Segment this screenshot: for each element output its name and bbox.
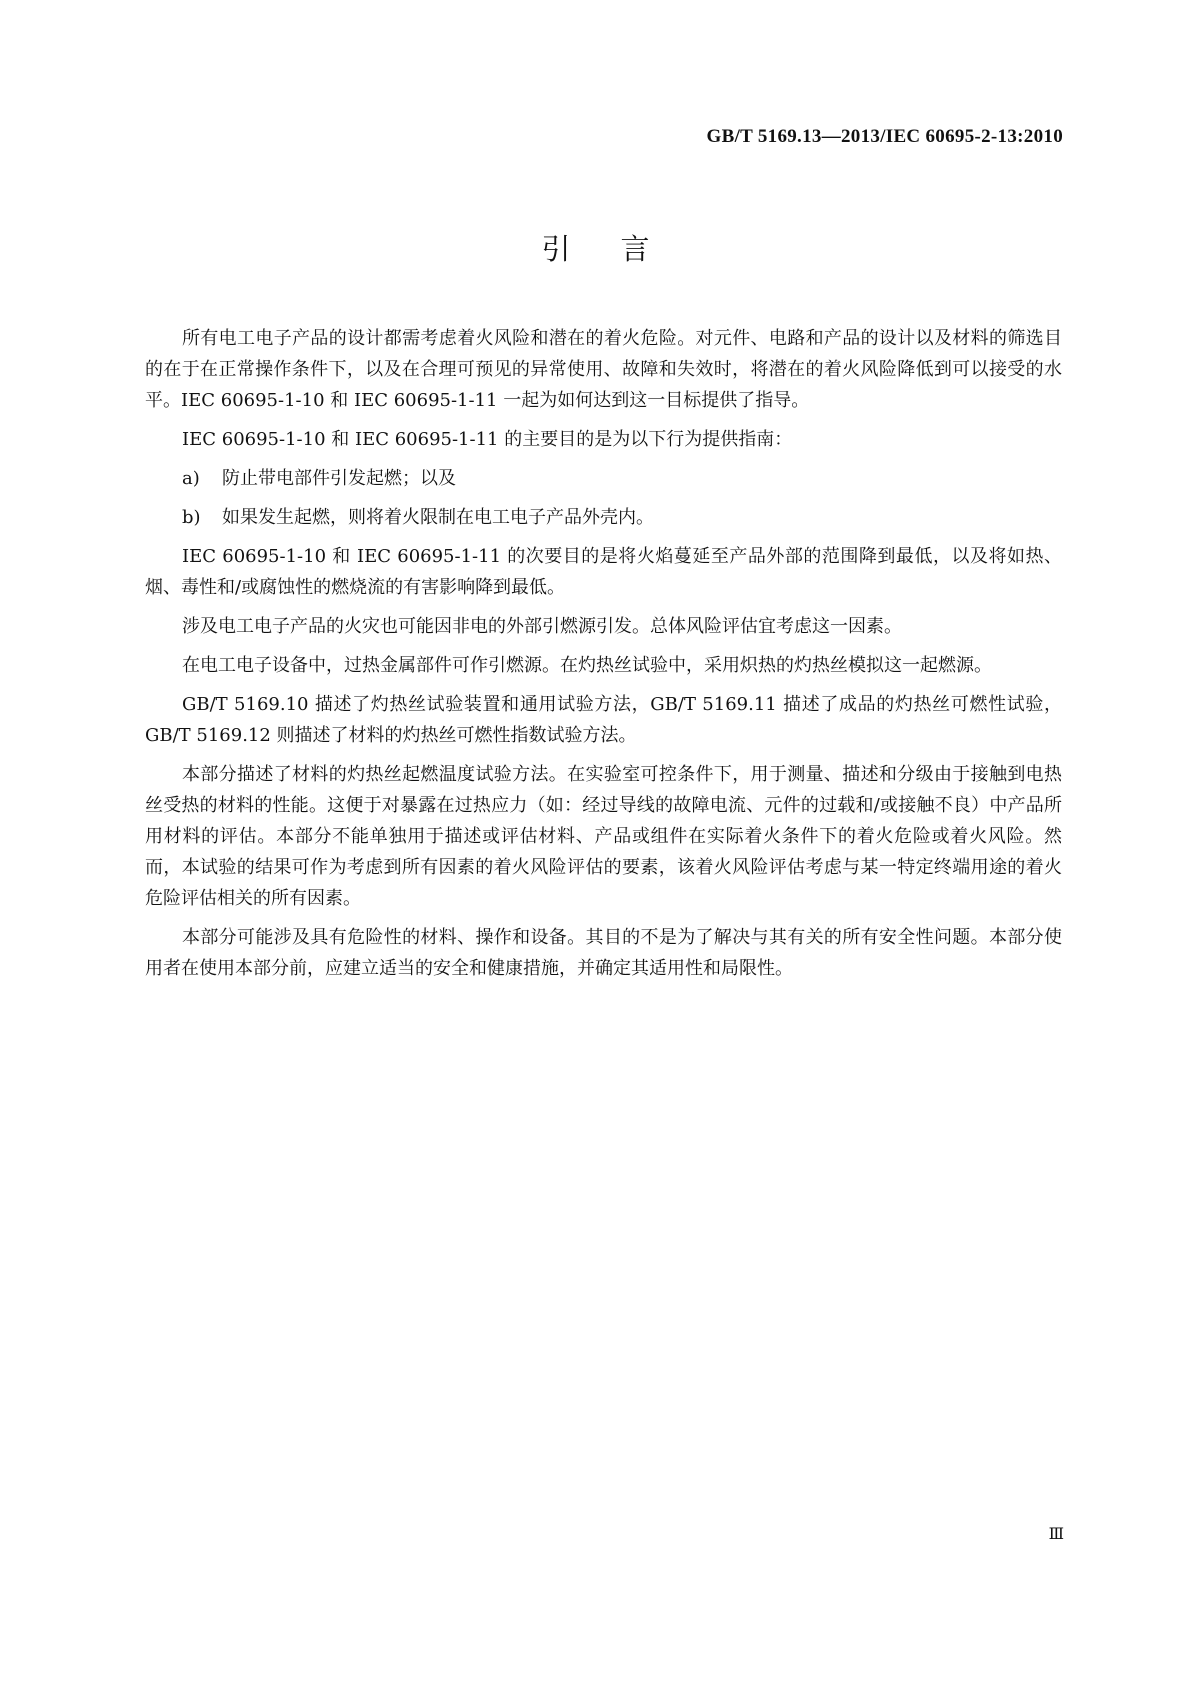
list-item-text: 防止带电部件引发起燃；以及 — [222, 468, 456, 489]
standard-code-header: GB/T 5169.13—2013/IEC 60695-2-13:2010 — [706, 126, 1063, 147]
section-title: 引言 — [541, 232, 700, 266]
paragraph: IEC 60695-1-10 和 IEC 60695-1-11 的主要目的是为以下行为提供指南： — [182, 429, 793, 450]
introduction-body — [145, 323, 1062, 992]
paragraph: IEC 60695-1-10 和 IEC 60695-1-11 的次要目的是将火焰蔓延至产品外部的范围降到最低，以及将如热、烟、毒性和/或腐蚀性的燃烧流的有害影响降到最低。 — [145, 546, 1062, 598]
list-item — [145, 463, 1062, 494]
paragraph: 涉及电工电子产品的火灾也可能因非电的外部引燃源引发。总体风险评估宜考虑这一因素。 — [182, 616, 902, 637]
paragraph: 在电工电子设备中，过热金属部件可作引燃源。在灼热丝试验中，采用炽热的灼热丝模拟这一起燃源。 — [182, 655, 992, 676]
paragraph: 本部分可能涉及具有危险性的材料、操作和设备。其目的不是为了解决与其有关的所有安全性问题。本部分使用者在使用本部分前，应建立适当的安全和健康措施，并确定其适用性和局限性。 — [145, 927, 1062, 979]
paragraph: 本部分描述了材料的灼热丝起燃温度试验方法。在实验室可控条件下，用于测量、描述和分级由于接触到电热丝受热的材料的性能。这便于对暴露在过热应力（如：经过导线的故障电流、元件的过载和/或接触不良）中产品所用材料的评估。本部分不能单独用于描述或评估材料、产品或组件在实际着火条件下的着火危险或着火风险。然而，本试验的结果可作为考虑到所有因素的着火风险评估的要素，该着火风险评估考虑与某一特定终端用途的着火危险评估相关的所有因素。 — [145, 764, 1062, 909]
list-item-text: 如果发生起燃，则将着火限制在电工电子产品外壳内。 — [222, 507, 654, 528]
page-number: Ⅲ — [1048, 1526, 1064, 1543]
paragraph: 所有电工电子产品的设计都需考虑着火风险和潜在的着火危险。对元件、电路和产品的设计以及材料的筛选目的在于在正常操作条件下，以及在合理可预见的异常使用、故障和失效时，将潜在的着火风险降低到可以接受的水平。IEC 60695-1-10 和 IEC 60695-1-11 一起为如何达到这一目标提供了指导。 — [145, 328, 1062, 411]
list-item-marker: a) — [182, 468, 200, 489]
paragraph: GB/T 5169.10 描述了灼热丝试验装置和通用试验方法，GB/T 5169.11 描述了成品的灼热丝可燃性试验，GB/T 5169.12 则描述了材料的灼热丝可燃性指数试验方法。 — [145, 694, 1062, 746]
list-item-marker: b) — [182, 507, 201, 528]
list-item — [145, 502, 1062, 533]
